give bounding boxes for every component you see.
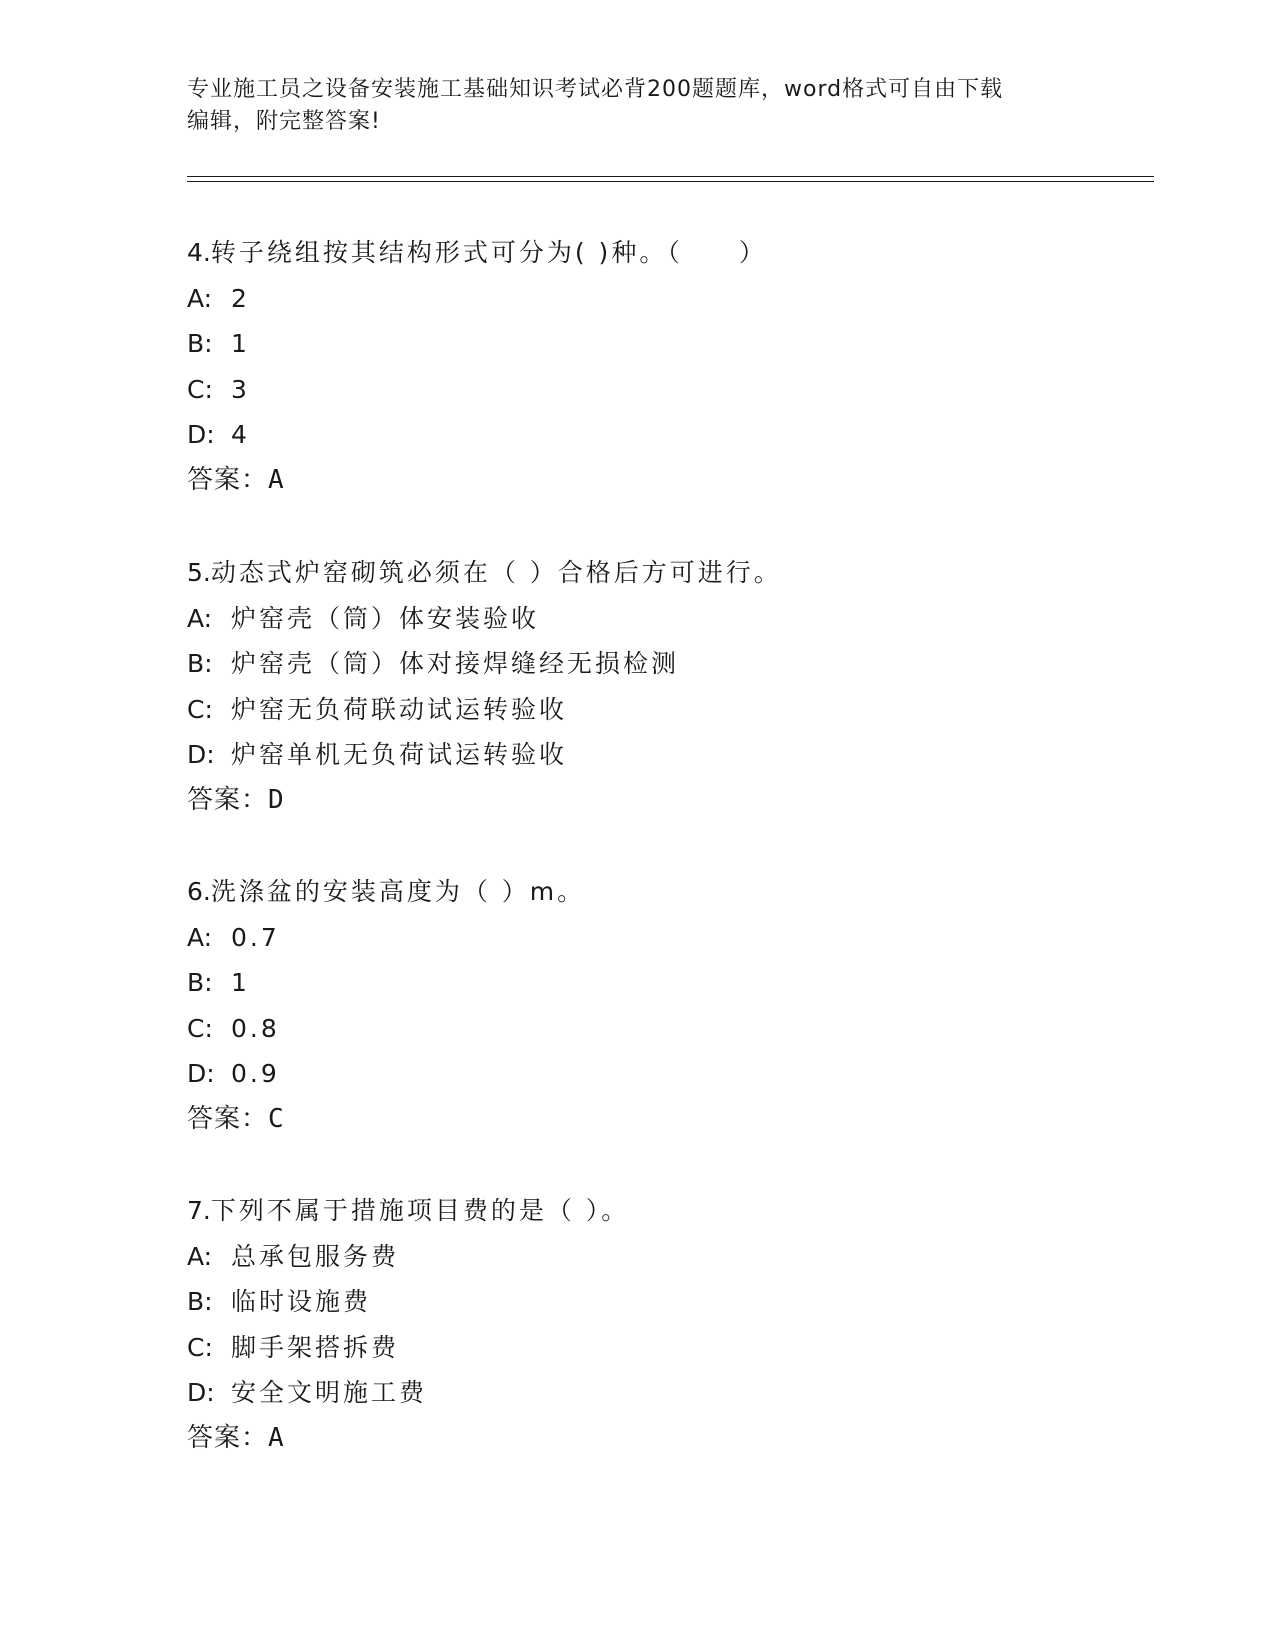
option-text: 总承包服务费	[231, 1241, 400, 1271]
header-line-1: 专业施工员之设备安装施工基础知识考试必背200题题库，word格式可自由下载	[187, 77, 1004, 102]
option-key: A:	[187, 922, 213, 952]
answer-value: A	[268, 1422, 285, 1453]
option-text: 安全文明施工费	[231, 1378, 428, 1407]
option-key: B:	[187, 968, 213, 997]
option-key: A:	[187, 283, 213, 313]
question-text: 动态式炉窑砌筑必须在（ ）合格后方可进行。	[210, 558, 782, 587]
option-d	[187, 412, 1147, 458]
option-text: 脚手架搭拆费	[231, 1332, 400, 1362]
answer-value: C	[268, 1103, 285, 1134]
question-text: 下列不属于措施项目费的是（ ）。	[210, 1196, 630, 1225]
question-text: 转子绕组按其结构形式可分为( )种。（ ）	[210, 238, 767, 267]
option-text: 0.9	[231, 1059, 280, 1088]
option-c	[187, 1325, 1147, 1371]
answer-line	[187, 1097, 1147, 1143]
question-text: 洗涤盆的安装高度为（ ）m。	[210, 877, 586, 906]
question-block	[187, 869, 1147, 1142]
answer-line	[187, 1416, 1147, 1462]
question-stem	[187, 1188, 1147, 1234]
question-block	[187, 1188, 1147, 1461]
header-divider-bottom	[187, 181, 1154, 182]
question-number: 5.	[187, 558, 211, 587]
option-d	[187, 732, 1147, 778]
question-stem	[187, 869, 1147, 915]
question-stem	[187, 550, 1147, 596]
option-b	[187, 960, 1147, 1006]
option-key: A:	[187, 603, 213, 633]
option-text: 0.7	[231, 922, 280, 952]
option-key: C:	[187, 694, 213, 724]
option-d	[187, 1370, 1147, 1416]
option-key: C:	[187, 1013, 213, 1043]
question-block	[187, 230, 1147, 503]
option-text: 炉窑无负荷联动试运转验收	[231, 694, 568, 724]
question-stem	[187, 230, 1147, 276]
option-key: D:	[187, 1378, 215, 1407]
option-text: 炉窑单机无负荷试运转验收	[231, 740, 568, 769]
option-a	[187, 915, 1147, 961]
option-key: D:	[187, 420, 215, 449]
option-key: D:	[187, 740, 215, 769]
answer-line	[187, 778, 1147, 824]
answer-label: 答案：	[187, 1422, 269, 1453]
answer-line	[187, 458, 1147, 504]
option-key: C:	[187, 1332, 213, 1362]
question-number: 6.	[187, 877, 211, 906]
option-c	[187, 367, 1147, 413]
option-key: B:	[187, 649, 213, 678]
option-text: 1	[231, 968, 250, 997]
option-c	[187, 687, 1147, 733]
answer-label: 答案：	[187, 464, 269, 495]
header-line-2: 编辑，附完整答案!	[187, 109, 381, 134]
question-number: 4.	[187, 238, 211, 267]
option-d	[187, 1051, 1147, 1097]
option-key: B:	[187, 1287, 213, 1316]
answer-label: 答案：	[187, 1103, 269, 1134]
option-a	[187, 596, 1147, 642]
option-text: 炉窑壳（筒）体安装验收	[231, 603, 540, 633]
option-text: 1	[231, 329, 250, 358]
option-text: 临时设施费	[231, 1287, 372, 1316]
option-text: 0.8	[231, 1013, 280, 1043]
option-key: D:	[187, 1059, 215, 1088]
option-text: 4	[231, 420, 250, 449]
document-header	[187, 74, 1067, 138]
option-c	[187, 1006, 1147, 1052]
option-b	[187, 1279, 1147, 1325]
header-divider-top	[187, 176, 1154, 177]
answer-label: 答案：	[187, 784, 269, 815]
option-a	[187, 276, 1147, 322]
option-text: 3	[231, 374, 250, 404]
option-key: C:	[187, 374, 213, 404]
answer-value: A	[268, 464, 285, 495]
option-text: 炉窑壳（筒）体对接焊缝经无损检测	[231, 649, 680, 678]
option-b	[187, 321, 1147, 367]
option-b	[187, 641, 1147, 687]
question-number: 7.	[187, 1196, 211, 1225]
option-key: B:	[187, 329, 213, 358]
option-text: 2	[231, 283, 250, 313]
question-block	[187, 550, 1147, 823]
answer-value: D	[268, 784, 285, 815]
option-key: A:	[187, 1241, 213, 1271]
option-a	[187, 1234, 1147, 1280]
